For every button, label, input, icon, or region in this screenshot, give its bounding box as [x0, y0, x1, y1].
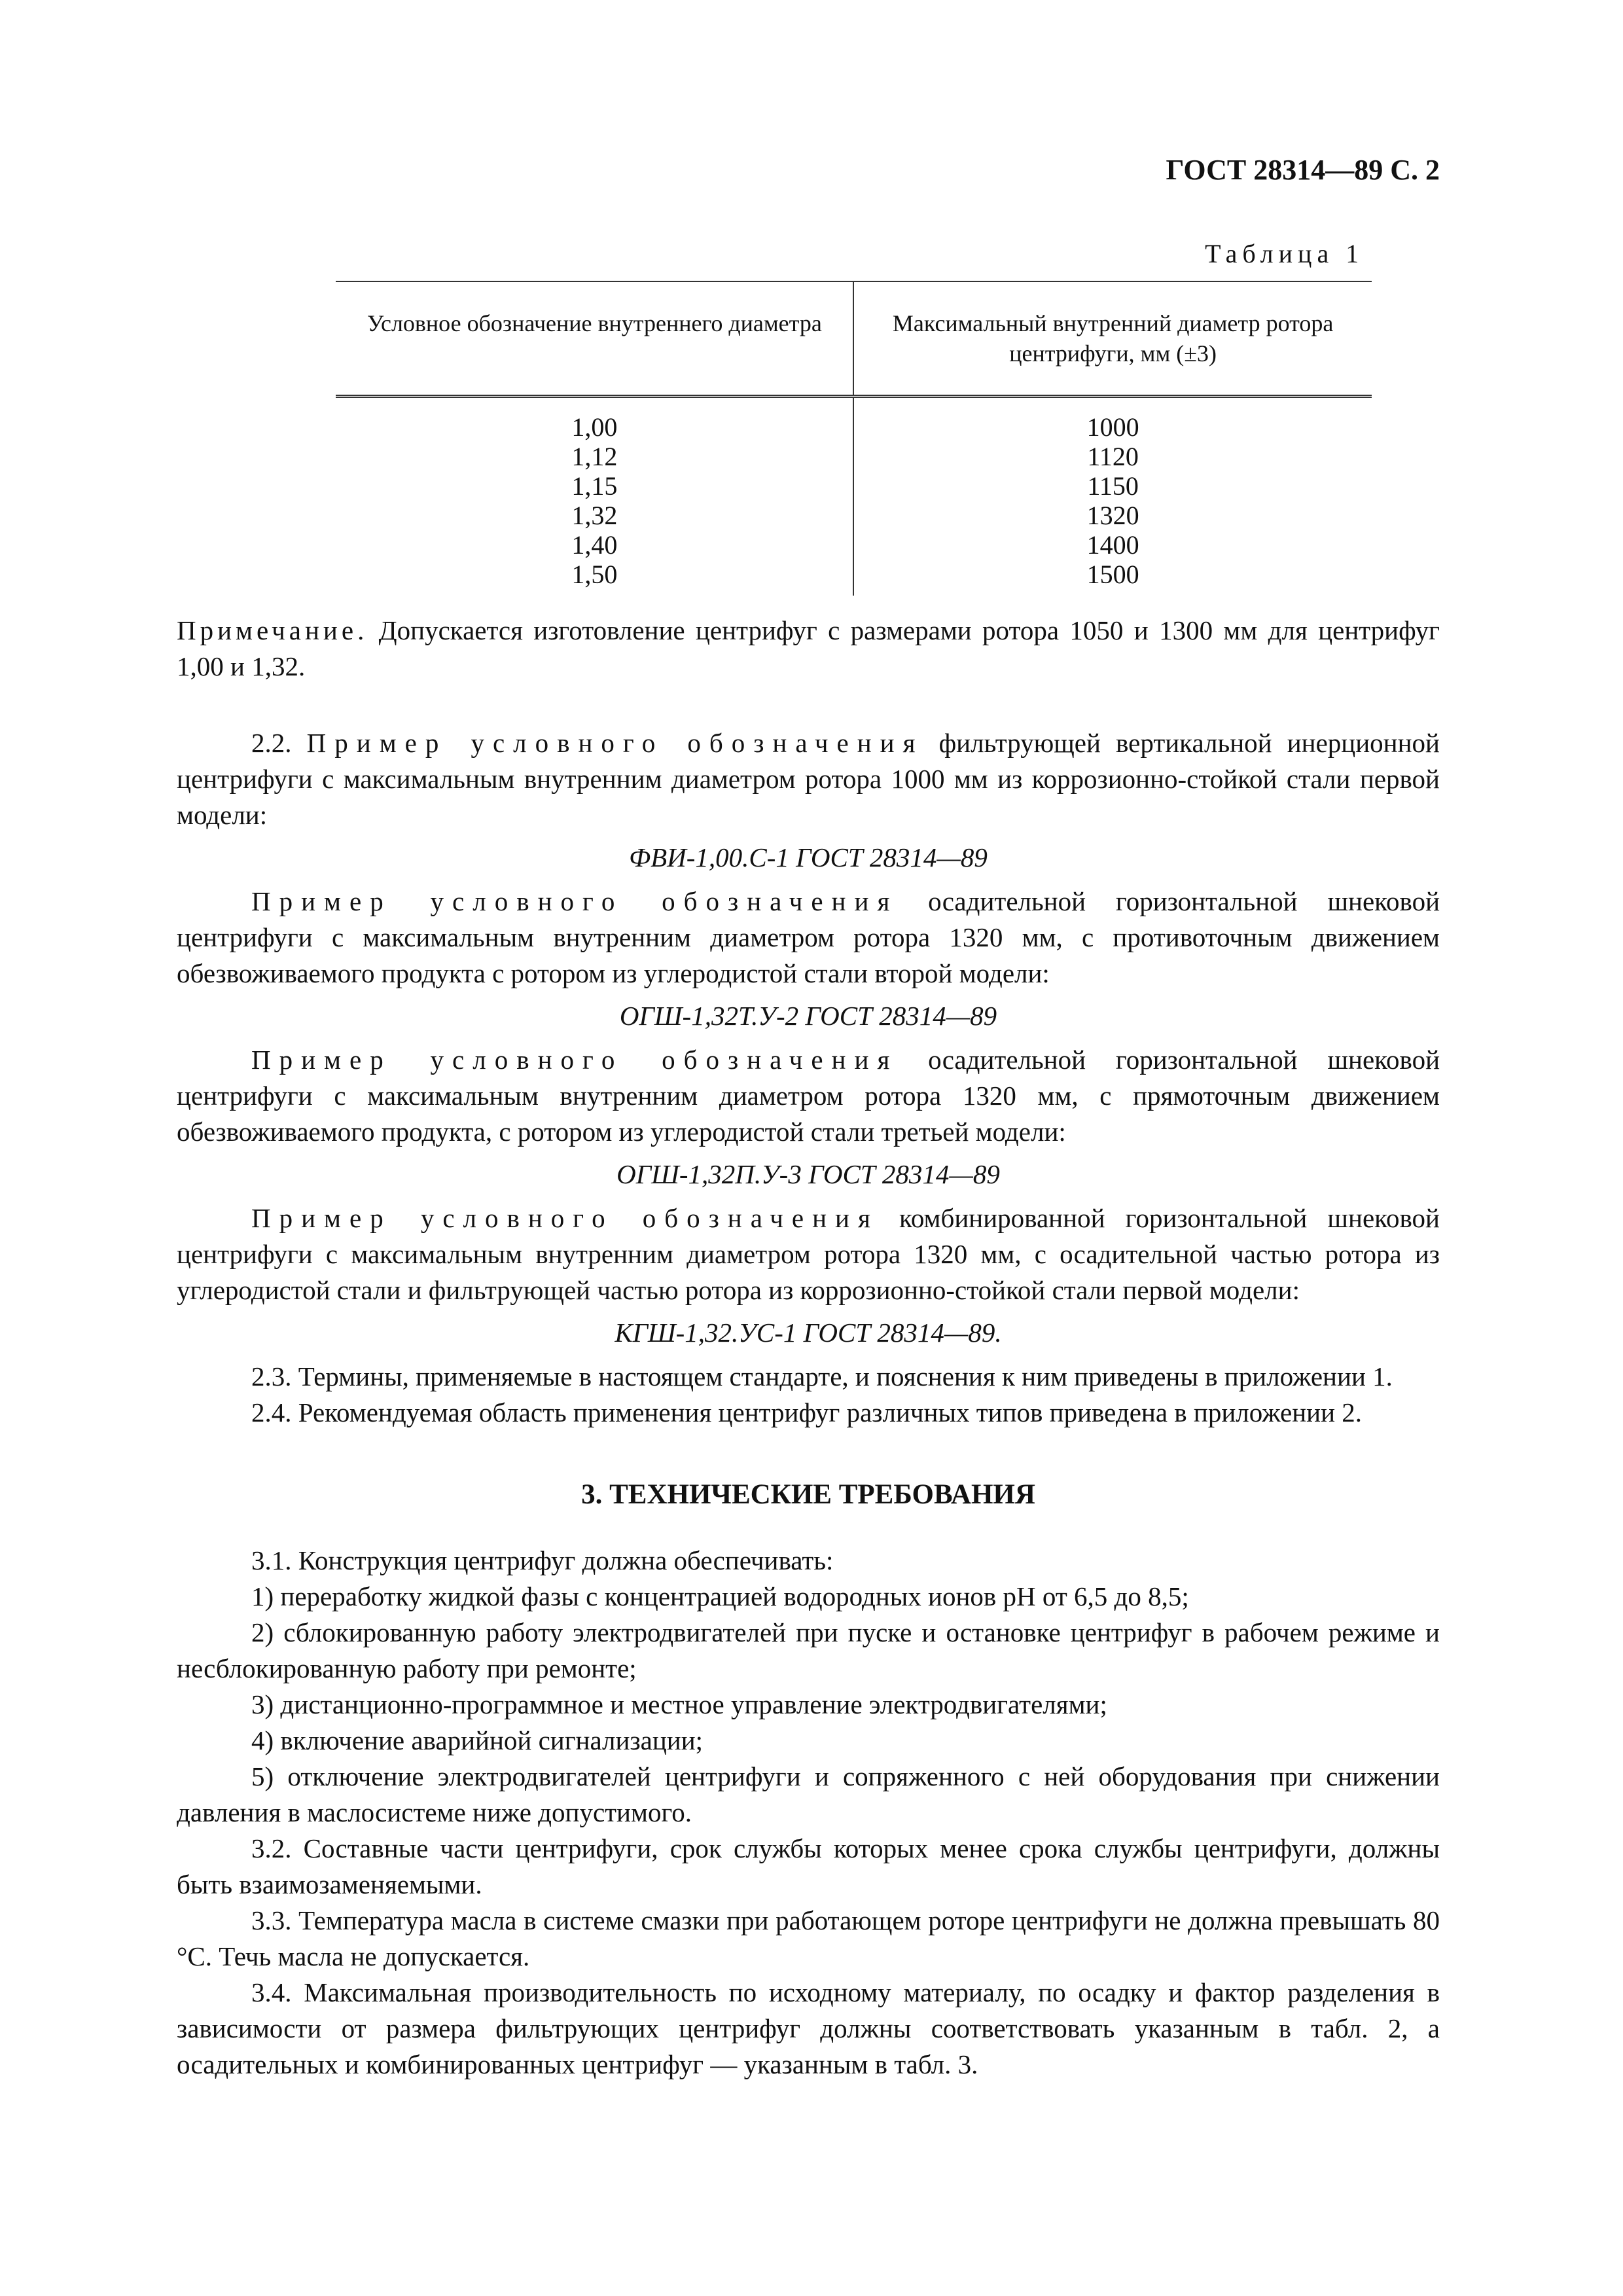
document-page — [177, 131, 1440, 2083]
paragraph-3-2: 3.2. Составные части центрифуги, срок службы которых менее срока службы центрифуги, должны быть взаимозаменяемыми. — [177, 1833, 1440, 1899]
table-row — [336, 560, 1372, 596]
paragraph-number: 2.2. — [251, 728, 307, 758]
example-paragraph-4 — [177, 1200, 1440, 1308]
table-caption: Таблица 1 — [1205, 239, 1364, 268]
spaced-phrase: Пример условного обозначения — [306, 728, 924, 758]
table-cell: 1150 — [853, 471, 1371, 501]
paragraph-2-2 — [177, 725, 1440, 833]
designation-example-4: КГШ-1,32.УС-1 ГОСТ 28314—89. — [615, 1318, 1002, 1348]
table-cell: 1320 — [853, 501, 1371, 530]
note-text: Допускается изготовление центрифуг с размерами ротора 1050 и 1300 мм для центрифуг 1,00 и 1,32. — [177, 615, 1440, 681]
example-paragraph-3 — [177, 1042, 1440, 1150]
spaced-phrase: Пример условного обозначения — [251, 1203, 879, 1233]
table-cell: 1,40 — [571, 530, 618, 560]
example-paragraph-2 — [177, 884, 1440, 992]
paragraph-3-4: 3.4. Максимальная производительность по исходному материалу, по осадку и фактор разделения в зависимости от размера фильтрующих центрифуг должны соответствовать указанным в табл. 2, а осадительных и комбинированных центрифуг — указанным в табл. 3. — [177, 1977, 1440, 2079]
table-note — [177, 613, 1440, 685]
list-item: 2) сблокированную работу электродвигателей при пуске и остановке центрифуг в рабочем режиме и несблокированную работу при ремонте; — [177, 1617, 1440, 1683]
table-cell: 1400 — [853, 530, 1371, 560]
spaced-phrase: Пример условного обозначения — [251, 886, 899, 916]
page-header: ГОСТ 28314—89 С. 2 — [1166, 154, 1440, 186]
table-header-designation: Условное обозначение внутреннего диаметра — [336, 281, 853, 397]
table-row — [336, 397, 1372, 442]
table-row — [336, 530, 1372, 560]
table-cell: 1,50 — [571, 560, 618, 589]
paragraph-2-4: 2.4. Рекомендуемая область применения центрифуг различных типов приведена в приложении 2. — [251, 1397, 1363, 1427]
designation-example-3: ОГШ-1,32П.У-3 ГОСТ 28314—89 — [616, 1159, 1000, 1189]
designation-example-1: ФВИ-1,00.С-1 ГОСТ 28314—89 — [629, 842, 988, 872]
table-row — [336, 471, 1372, 501]
designation-example-2: ОГШ-1,32Т.У-2 ГОСТ 28314—89 — [619, 1001, 997, 1031]
list-item: 3) дистанционно-программное и местное управление электродвигателями; — [251, 1689, 1107, 1719]
table-cell: 1,15 — [571, 471, 618, 501]
table-1 — [336, 281, 1372, 596]
spaced-phrase: Пример условного обозначения — [251, 1045, 899, 1075]
note-label: Примечание. — [177, 615, 368, 645]
table-cell: 1,12 — [571, 442, 618, 471]
paragraph-text: осадительной горизонтальной шнековой центрифуги с максимальным внутренним диаметром ротора 1320 мм, с противоточным движением обезвоживаемого продукта с ротором из углеродистой стали второй модели: — [177, 886, 1440, 988]
paragraph-text: фильтрующей вертикальной инерционной центрифуги с максимальным внутренним диаметром ротора 1000 мм из коррозионно-стойкой стали первой модели: — [177, 728, 1440, 830]
table-cell: 1500 — [853, 560, 1371, 596]
table-row — [336, 442, 1372, 471]
table-cell: 1,32 — [571, 501, 618, 530]
table-cell: 1000 — [853, 397, 1371, 442]
table-cell: 1,00 — [571, 412, 618, 442]
table-cell: 1120 — [853, 442, 1371, 471]
section-title: 3. ТЕХНИЧЕСКИЕ ТРЕБОВАНИЯ — [581, 1479, 1035, 1510]
list-item: 1) переработку жидкой фазы с концентрацией водородных ионов pH от 6,5 до 8,5; — [251, 1581, 1189, 1611]
list-item: 4) включение аварийной сигнализации; — [251, 1725, 704, 1755]
paragraph-text: осадительной горизонтальной шнековой центрифуги с максимальным внутренним диаметром ротора 1320 мм, с прямоточным движением обезвоживаемого продукта, с ротором из углеродистой стали третьей модели: — [177, 1045, 1440, 1147]
paragraph-3-1: 3.1. Конструкция центрифуг должна обеспечивать: — [251, 1545, 834, 1575]
paragraph-text: комбинированной горизонтальной шнековой центрифуги с максимальным внутренним диаметром ротора 1320 мм, с осадительной частью ротора из углеродистой стали и фильтрующей частью ротора из коррозионно-стойкой стали первой модели: — [177, 1203, 1440, 1305]
paragraph-2-3: 2.3. Термины, применяемые в настоящем стандарте, и пояснения к ним приведены в приложении 1. — [251, 1361, 1393, 1391]
table-row — [336, 501, 1372, 530]
list-item: 5) отключение электродвигателей центрифуги и сопряженного с ней оборудования при снижении давления в маслосистеме ниже допустимого. — [177, 1761, 1440, 1827]
table-header-diameter: Максимальный внутренний диаметр ротора центрифуги, мм (±3) — [853, 281, 1371, 397]
paragraph-3-3: 3.3. Температура масла в системе смазки при работающем роторе центрифуги не должна превышать 80 °С. Течь масла не допускается. — [177, 1905, 1440, 1971]
